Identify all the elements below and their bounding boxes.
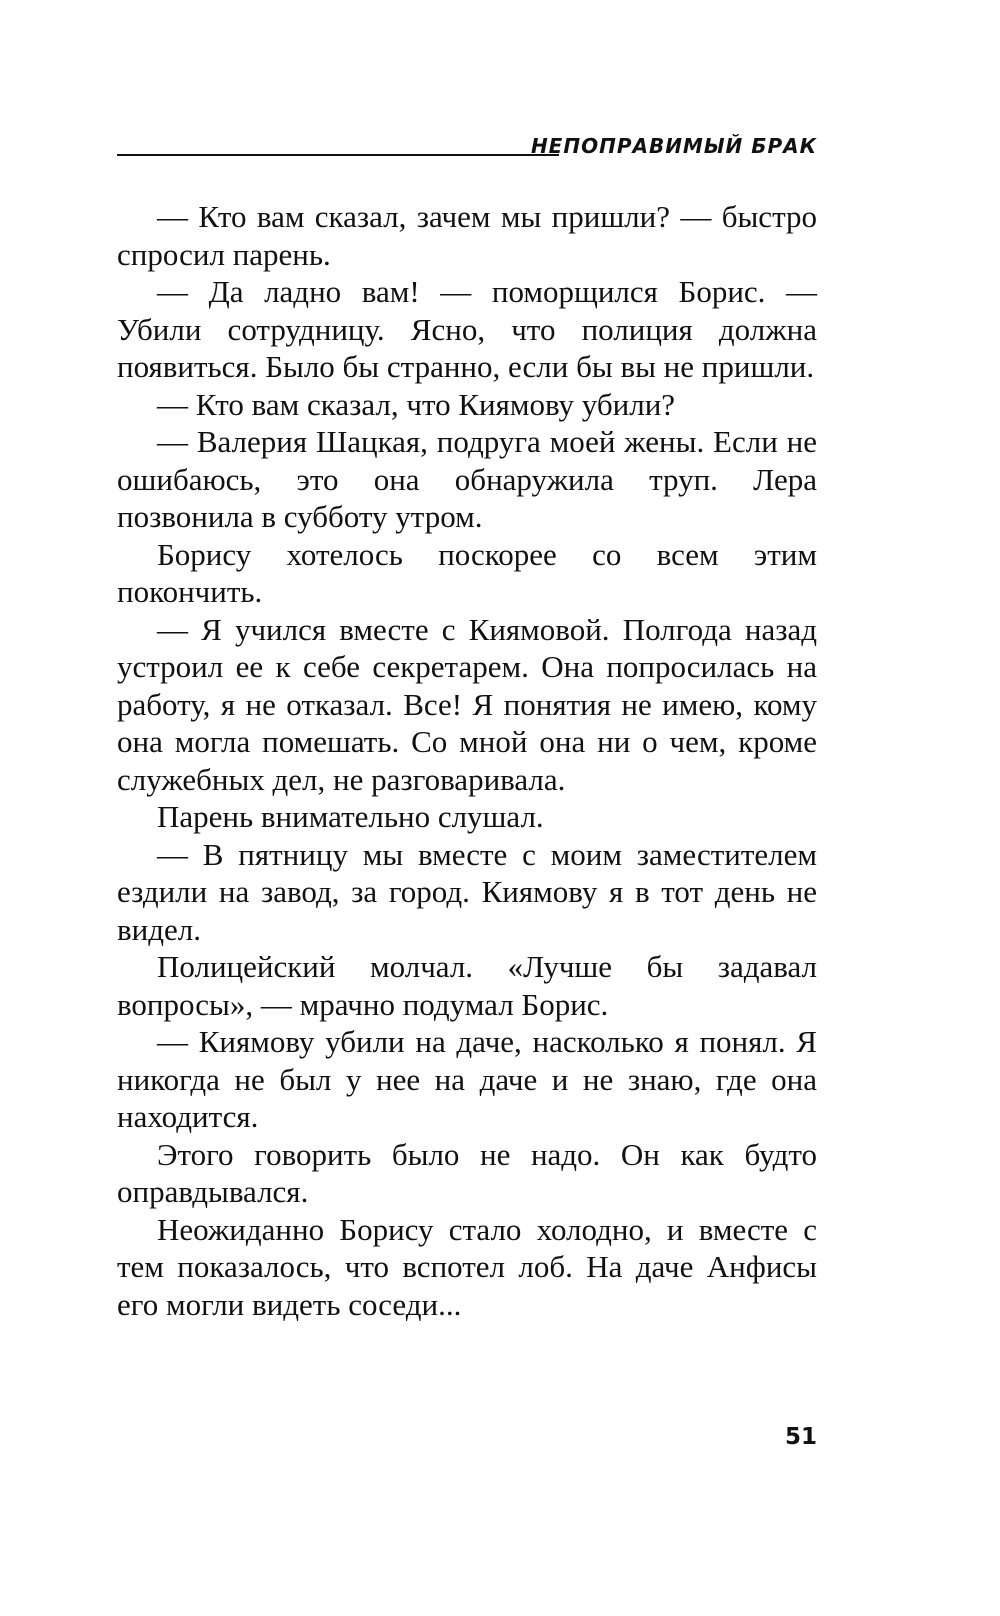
paragraph: — Да ладно вам! — поморщился Борис. — Убили сотрудницу. Ясно, что полиция должна появиться. Было бы странно, если бы вы не пришли. bbox=[117, 274, 817, 384]
paragraph: — Я учился вместе с Киямовой. Полгода назад устроил ее к себе секретарем. Она попросилась на работу, я не отказал. Все! Я понятия не имею, кому она могла помешать. Со мной она ни о чем, кроме служебных дел, не разговаривала. bbox=[117, 611, 817, 797]
running-title: НЕПОПРАВИМЫЙ БРАК bbox=[530, 134, 817, 158]
paragraph: — Киямову убили на даче, насколько я понял. Я никогда не был у нее на даче и не знаю, где она находится. bbox=[117, 1024, 817, 1134]
running-header bbox=[117, 132, 817, 162]
paragraph: — Кто вам сказал, что Киямову убили? bbox=[157, 386, 676, 422]
paragraph: Парень внимательно слушал. bbox=[157, 799, 544, 834]
paragraph: Неожиданно Борису стало холодно, и вместе с тем показалось, что вспотел лоб. На даче Анфисы его могли видеть соседи... bbox=[117, 1211, 817, 1322]
paragraph: Этого говорить было не надо. Он как будто оправдывался. bbox=[117, 1136, 817, 1209]
paragraph: — Кто вам сказал, зачем мы пришли? — быстро спросил парень. bbox=[117, 199, 817, 272]
paragraph: — В пятницу мы вместе с моим заместителем ездили на завод, за город. Киямову я в тот день не видел. bbox=[117, 836, 817, 947]
paragraph: Борису хотелось поскорее со всем этим покончить. bbox=[117, 536, 817, 609]
paragraph: — Валерия Шацкая, подруга моей жены. Если не ошибаюсь, это она обнаружила труп. Лера позвонила в субботу утром. bbox=[117, 424, 817, 534]
paragraph: Полицейский молчал. «Лучше бы задавал вопросы», — мрачно подумал Борис. bbox=[117, 949, 817, 1022]
page-number: 51 bbox=[784, 1424, 817, 1450]
body-text bbox=[117, 198, 817, 1323]
header-rule bbox=[117, 154, 559, 156]
